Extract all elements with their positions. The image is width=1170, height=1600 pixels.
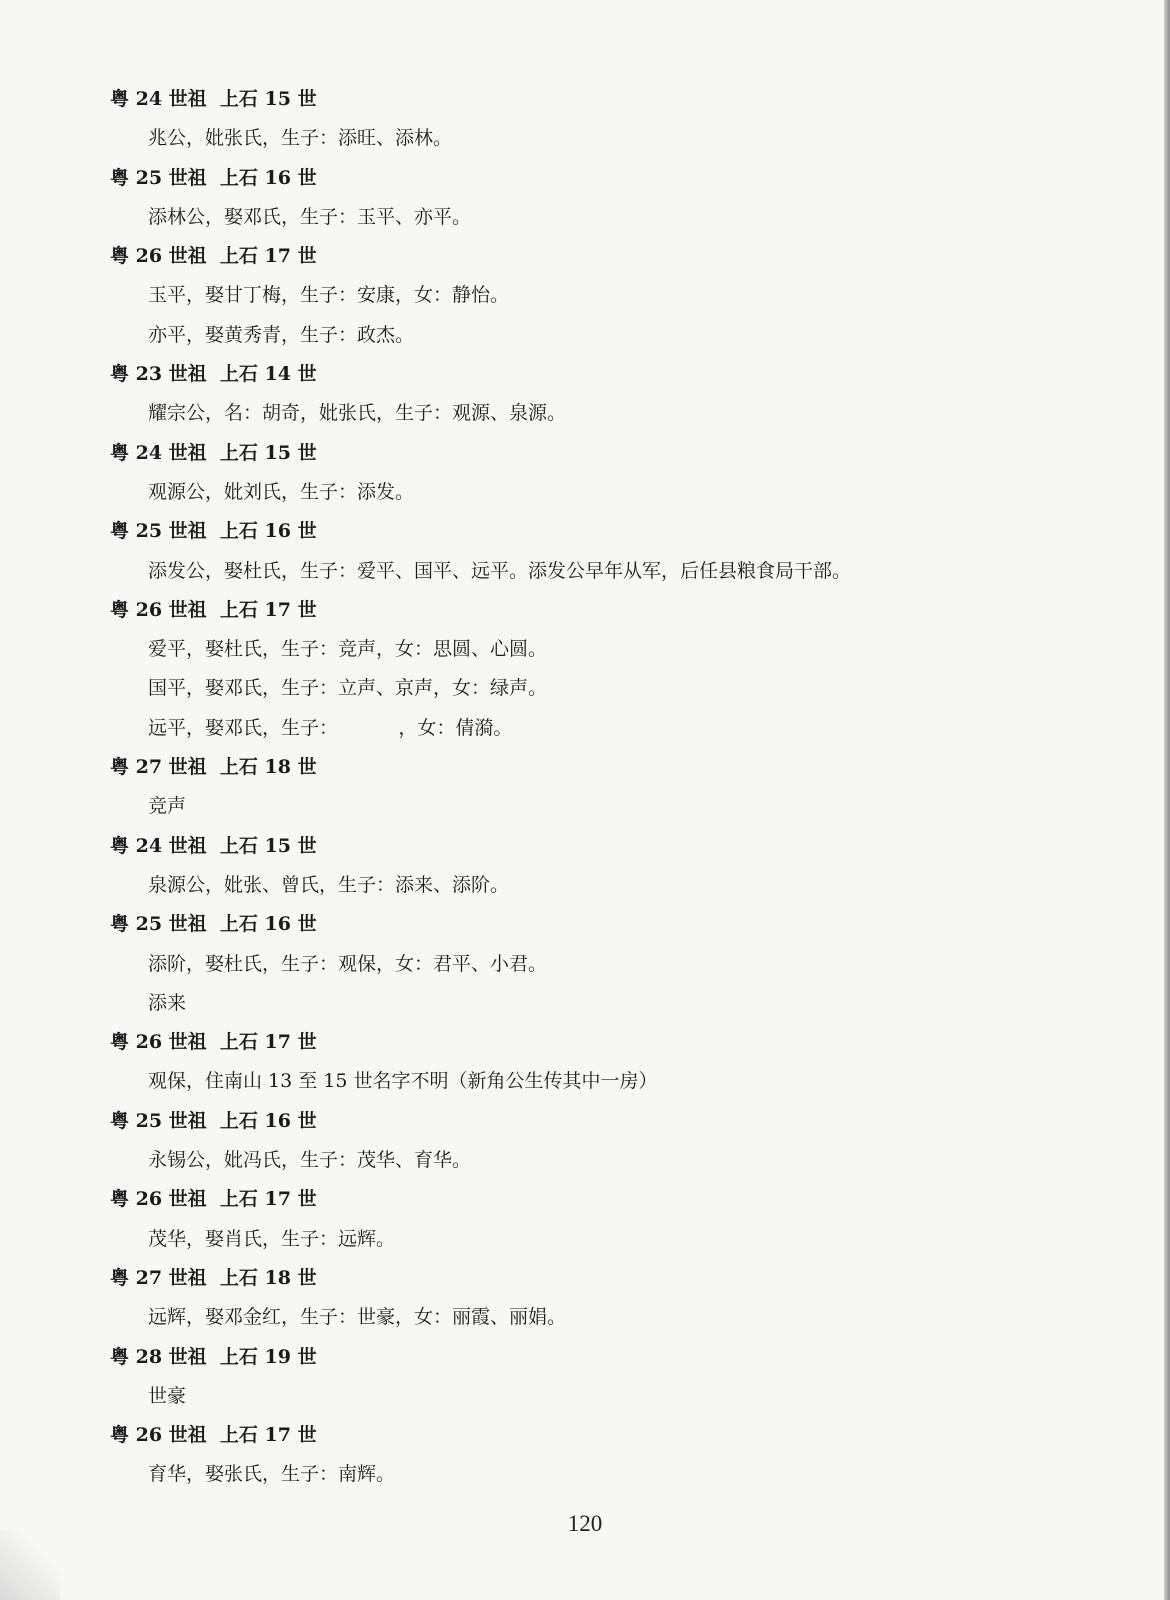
person-entry: 爱平，娶杜氏，生子：竞声，女：思圆、心圆。	[148, 638, 548, 661]
person-entry: 玉平，娶甘丁梅，生子：安康，女：静怡。	[148, 284, 510, 307]
generation-heading: 粤 25 世祖 上石 16 世	[110, 913, 317, 936]
person-entry: 世豪	[148, 1384, 187, 1407]
generation-heading: 粤 27 世祖 上石 18 世	[110, 756, 317, 779]
generation-heading: 粤 24 世祖 上石 15 世	[110, 441, 317, 464]
generation-heading: 粤 26 世祖 上石 17 世	[110, 245, 317, 268]
person-entry: 添阶，娶杜氏，生子：观保，女：君平、小君。	[148, 952, 548, 975]
person-entry: 亦平，娶黄秀青，生子：政杰。	[148, 323, 415, 346]
generation-heading: 粤 27 世祖 上石 18 世	[110, 1266, 317, 1289]
person-entry: 添林公，娶邓氏，生子：玉平、亦平。	[148, 205, 472, 228]
generation-heading: 粤 26 世祖 上石 17 世	[110, 1031, 317, 1054]
person-entry: 永锡公，妣冯氏，生子：茂华、育华。	[148, 1149, 472, 1172]
scan-corner-shadow	[0, 1530, 60, 1600]
generation-heading: 粤 26 世祖 上石 17 世	[110, 1424, 317, 1447]
person-entry: 育华，娶张氏，生子：南辉。	[148, 1463, 396, 1486]
generation-heading: 粤 23 世祖 上石 14 世	[110, 363, 317, 386]
generation-heading: 粤 24 世祖 上石 15 世	[110, 88, 317, 110]
person-entry: 观保，住南山 13 至 15 世名字不明（新角公生传其中一房）	[148, 1070, 658, 1093]
person-entry: 茂华，娶肖氏，生子：远辉。	[148, 1227, 396, 1250]
generation-heading: 粤 28 世祖 上石 19 世	[110, 1345, 317, 1368]
scan-edge	[1164, 0, 1170, 1600]
generation-heading: 粤 25 世祖 上石 16 世	[110, 520, 317, 543]
generation-heading: 粤 26 世祖 上石 17 世	[110, 1188, 317, 1211]
generation-heading: 粤 26 世祖 上石 17 世	[110, 598, 317, 621]
person-entry: 添来	[148, 991, 187, 1014]
genealogy-entries	[110, 80, 1070, 1495]
person-entry: 国平，娶邓氏，生子：立声、京声，女：绿声。	[148, 677, 548, 700]
person-entry: 兆公，妣张氏，生子：添旺、添林。	[148, 127, 453, 150]
person-entry: 泉源公，妣张、曾氏，生子：添来、添阶。	[148, 873, 510, 896]
generation-heading: 粤 25 世祖 上石 16 世	[110, 166, 317, 189]
person-entry: 添发公，娶杜氏，生子：爱平、国平、远平。添发公早年从军，后任县粮食局干部。	[148, 559, 852, 582]
person-entry: 耀宗公，名：胡奇，妣张氏，生子：观源、泉源。	[148, 402, 567, 425]
person-entry: 竞声	[148, 795, 187, 818]
person-entry: 远平，娶邓氏，生子： ，女：倩漪。	[148, 716, 513, 739]
generation-heading: 粤 25 世祖 上石 16 世	[110, 1109, 317, 1132]
person-entry: 观源公，妣刘氏，生子：添发。	[148, 480, 415, 503]
person-entry: 远辉，娶邓金红，生子：世豪，女：丽霞、丽娟。	[148, 1306, 567, 1329]
generation-heading: 粤 24 世祖 上石 15 世	[110, 834, 317, 857]
page-number: 120	[567, 1511, 603, 1536]
